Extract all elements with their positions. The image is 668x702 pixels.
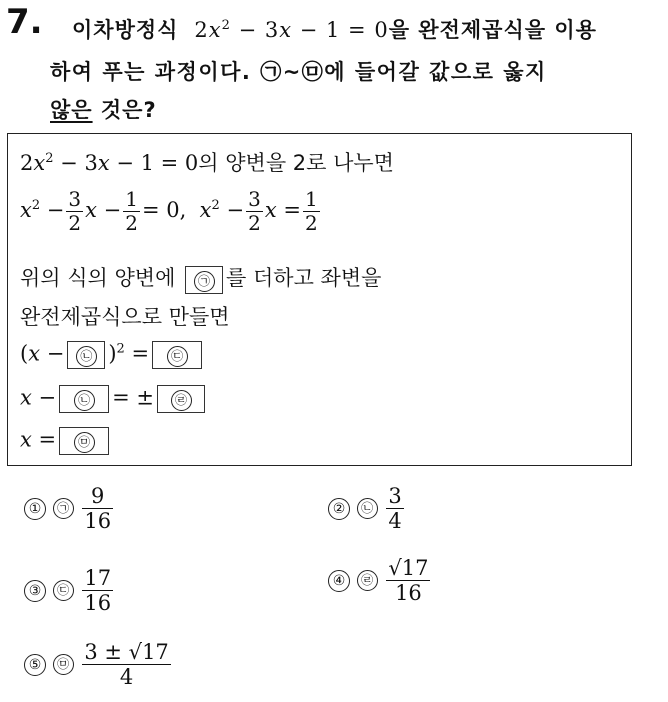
marker-c: ㉢ (167, 346, 188, 367)
fraction: $\frac{1}{2}$ (125, 187, 138, 235)
option-marker: ㉤ (53, 654, 74, 675)
option-fraction: $\frac{17}{16}$ (84, 566, 112, 616)
box-line-6: x − ㉡ = ± ㉣ (20, 385, 208, 413)
question-number: 7. (6, 2, 43, 42)
blank-box-a (185, 266, 223, 294)
box-line-2: $x^2$ − $\frac{3}{2}$ x − $\frac{1}{2}$ = 0, $x^2$ − $\frac{3}{2}$ x = $\frac{1}{2}$ (20, 187, 318, 235)
option-marker: ㉣ (357, 570, 378, 591)
box-text: 위의 식의 양변에 (20, 266, 176, 290)
question-text: 이차방정식 (72, 18, 179, 42)
blank-box-e (59, 427, 109, 455)
box-text: 의 양변을 2로 나누면 (198, 151, 394, 175)
option-3[interactable] (24, 566, 115, 615)
question-line-2: 하여 푸는 과정이다. ㉠~㉤에 들어갈 값으로 옳지 (50, 60, 547, 84)
option-5[interactable] (24, 640, 173, 689)
solution-box (7, 133, 632, 466)
option-fraction: $\frac{3 \pm √17}{4}$ (84, 640, 169, 690)
question-line-3 (50, 94, 157, 124)
fraction: $\frac{1}{2}$ (304, 187, 318, 235)
question-equation: $2x^2 - 3x - 1 = 0$ (186, 18, 389, 42)
fraction: $\frac{3}{2}$ (68, 187, 82, 235)
blank-box-b (67, 341, 105, 369)
box-line-3 (20, 262, 381, 294)
option-fraction: $\frac{√17}{16}$ (388, 556, 429, 606)
option-number: ④ (328, 570, 350, 592)
box-line-5: (x − ㉡ )$^2$ = ㉢ (20, 341, 205, 369)
option-marker: ㉠ (53, 498, 74, 519)
box-line-4: 완전제곱식으로 만들면 (20, 305, 230, 329)
blank-box-c (152, 341, 202, 369)
box-line-1: $2x^2 - 3x - 1 = 0$의 양변을 2로 나누면 (20, 151, 394, 175)
marker-e: ㉤ (74, 432, 95, 453)
blank-box-d (157, 385, 205, 413)
option-number: ⑤ (24, 654, 46, 676)
option-number: ② (328, 498, 350, 520)
option-number: ① (24, 498, 46, 520)
option-1[interactable] (24, 484, 115, 533)
option-fraction: $\frac{3}{4}$ (388, 484, 402, 534)
fraction: $\frac{3}{2}$ (248, 187, 261, 235)
question-text: 을 완전제곱식을 이용 (388, 18, 597, 42)
option-2[interactable] (328, 484, 406, 533)
marker-b: ㉡ (76, 346, 97, 367)
marker-a: ㉠ (194, 271, 215, 292)
blank-box-b2 (59, 385, 109, 413)
option-marker: ㉡ (357, 498, 378, 519)
underlined-word: 않은 (50, 98, 93, 122)
question-line-1 (72, 14, 597, 44)
box-line-7: x = ㉤ (20, 427, 112, 455)
question-text: 것은? (92, 98, 157, 122)
marker-b: ㉡ (74, 390, 95, 411)
option-fraction: $\frac{9}{16}$ (84, 484, 112, 534)
option-marker: ㉢ (53, 580, 74, 601)
marker-d: ㉣ (171, 390, 192, 411)
box-text: 를 더하고 좌변을 (226, 266, 382, 290)
option-number: ③ (24, 580, 46, 602)
option-4[interactable] (328, 556, 432, 605)
